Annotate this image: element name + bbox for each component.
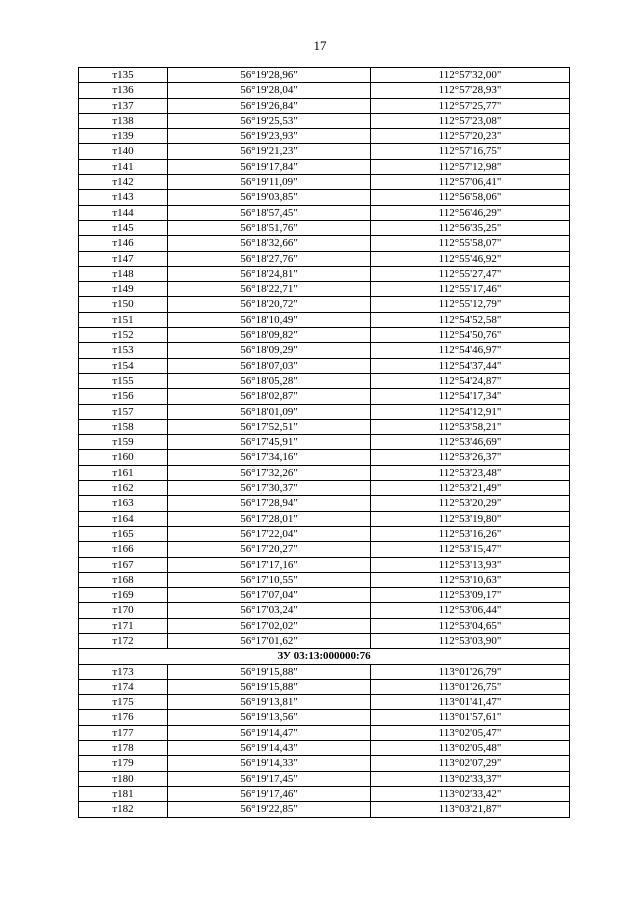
latitude-cell: 56°18'24,81" [168,266,371,281]
latitude-cell: 56°19'28,96" [168,68,371,83]
point-id-cell: т172 [79,633,168,648]
longitude-cell: 112°53'03,90" [371,633,570,648]
longitude-cell: 113°02'05,48" [371,741,570,756]
table-row [79,695,570,710]
table-row [79,756,570,771]
longitude-cell: 112°53'10,63" [371,572,570,587]
table-row [79,664,570,679]
point-id-cell: т161 [79,465,168,480]
longitude-cell: 112°53'26,37" [371,450,570,465]
point-id-cell: т171 [79,618,168,633]
point-id-cell: т143 [79,190,168,205]
longitude-cell: 112°54'12,91" [371,404,570,419]
longitude-cell: 112°53'20,29" [371,496,570,511]
latitude-cell: 56°17'02,02" [168,618,371,633]
table-row [79,220,570,235]
point-id-cell: т138 [79,113,168,128]
latitude-cell: 56°18'10,49" [168,312,371,327]
point-id-cell: т165 [79,526,168,541]
longitude-cell: 112°57'32,00" [371,68,570,83]
point-id-cell: т147 [79,251,168,266]
table-row [79,373,570,388]
longitude-cell: 113°01'41,47" [371,695,570,710]
longitude-cell: 113°03'21,87" [371,802,570,817]
table-row [79,496,570,511]
longitude-cell: 112°56'35,25" [371,220,570,235]
longitude-cell: 112°57'28,93" [371,83,570,98]
point-id-cell: т145 [79,220,168,235]
latitude-cell: 56°18'32,66" [168,236,371,251]
point-id-cell: т155 [79,373,168,388]
point-id-cell: т167 [79,557,168,572]
point-id-cell: т180 [79,771,168,786]
longitude-cell: 112°55'17,46" [371,282,570,297]
table-row [79,786,570,801]
table-row [79,312,570,327]
table-row [79,389,570,404]
longitude-cell: 112°53'23,48" [371,465,570,480]
table-row [79,190,570,205]
latitude-cell: 56°18'07,03" [168,358,371,373]
latitude-cell: 56°17'45,91" [168,435,371,450]
longitude-cell: 112°57'06,41" [371,175,570,190]
longitude-cell: 113°01'26,79" [371,664,570,679]
latitude-cell: 56°19'14,47" [168,725,371,740]
longitude-cell: 112°57'25,77" [371,98,570,113]
latitude-cell: 56°19'22,85" [168,802,371,817]
point-id-cell: т141 [79,159,168,174]
point-id-cell: т176 [79,710,168,725]
longitude-cell: 112°56'58,06" [371,190,570,205]
point-id-cell: т169 [79,588,168,603]
longitude-cell: 112°53'15,47" [371,542,570,557]
point-id-cell: т136 [79,83,168,98]
latitude-cell: 56°18'09,82" [168,328,371,343]
latitude-cell: 56°17'28,94" [168,496,371,511]
latitude-cell: 56°18'01,09" [168,404,371,419]
point-id-cell: т175 [79,695,168,710]
latitude-cell: 56°18'51,76" [168,220,371,235]
longitude-cell: 112°53'58,21" [371,419,570,434]
section-header-row [79,649,570,664]
longitude-cell: 112°54'46,97" [371,343,570,358]
table-row [79,282,570,297]
latitude-cell: 56°19'13,81" [168,695,371,710]
latitude-cell: 56°18'05,28" [168,373,371,388]
latitude-cell: 56°19'11,09" [168,175,371,190]
point-id-cell: т139 [79,129,168,144]
longitude-cell: 113°02'05,47" [371,725,570,740]
point-id-cell: т156 [79,389,168,404]
table-row [79,129,570,144]
point-id-cell: т162 [79,481,168,496]
table-row [79,266,570,281]
longitude-cell: 112°53'16,26" [371,526,570,541]
table-row [79,542,570,557]
section-title: ЗУ 03:13:000000:76 [79,649,570,664]
table-row [79,175,570,190]
latitude-cell: 56°19'13,56" [168,710,371,725]
longitude-cell: 112°54'17,34" [371,389,570,404]
longitude-cell: 112°53'46,69" [371,435,570,450]
table-row [79,404,570,419]
point-id-cell: т173 [79,664,168,679]
longitude-cell: 112°53'19,80" [371,511,570,526]
point-id-cell: т159 [79,435,168,450]
latitude-cell: 56°19'15,88" [168,664,371,679]
latitude-cell: 56°19'14,33" [168,756,371,771]
latitude-cell: 56°19'21,23" [168,144,371,159]
table-row [79,159,570,174]
latitude-cell: 56°17'03,24" [168,603,371,618]
longitude-cell: 112°55'12,79" [371,297,570,312]
latitude-cell: 56°19'25,53" [168,113,371,128]
longitude-cell: 112°57'16,75" [371,144,570,159]
latitude-cell: 56°19'17,46" [168,786,371,801]
table-row [79,465,570,480]
point-id-cell: т135 [79,68,168,83]
point-id-cell: т164 [79,511,168,526]
latitude-cell: 56°17'52,51" [168,419,371,434]
point-id-cell: т148 [79,266,168,281]
point-id-cell: т177 [79,725,168,740]
longitude-cell: 112°54'37,44" [371,358,570,373]
table-row [79,618,570,633]
point-id-cell: т137 [79,98,168,113]
table-row [79,725,570,740]
table-row [79,771,570,786]
latitude-cell: 56°18'02,87" [168,389,371,404]
longitude-cell: 112°57'12,98" [371,159,570,174]
point-id-cell: т170 [79,603,168,618]
longitude-cell: 113°01'57,61" [371,710,570,725]
longitude-cell: 112°57'20,23" [371,129,570,144]
latitude-cell: 56°19'03,85" [168,190,371,205]
longitude-cell: 112°54'24,87" [371,373,570,388]
longitude-cell: 112°54'50,76" [371,328,570,343]
longitude-cell: 113°02'07,29" [371,756,570,771]
latitude-cell: 56°17'22,04" [168,526,371,541]
table-row [79,603,570,618]
table-row [79,205,570,220]
point-id-cell: т168 [79,572,168,587]
table-row [79,679,570,694]
latitude-cell: 56°17'17,16" [168,557,371,572]
latitude-cell: 56°17'01,62" [168,633,371,648]
latitude-cell: 56°17'20,27" [168,542,371,557]
latitude-cell: 56°19'14,43" [168,741,371,756]
table-row [79,236,570,251]
table-row [79,572,570,587]
longitude-cell: 112°53'06,44" [371,603,570,618]
latitude-cell: 56°19'23,93" [168,129,371,144]
point-id-cell: т179 [79,756,168,771]
point-id-cell: т181 [79,786,168,801]
table-row [79,435,570,450]
table-row [79,83,570,98]
latitude-cell: 56°18'57,45" [168,205,371,220]
page-number: 17 [313,38,327,53]
table-row [79,741,570,756]
latitude-cell: 56°19'28,04" [168,83,371,98]
point-id-cell: т142 [79,175,168,190]
table-row [79,144,570,159]
point-id-cell: т140 [79,144,168,159]
latitude-cell: 56°17'30,37" [168,481,371,496]
longitude-cell: 112°55'27,47" [371,266,570,281]
table-row [79,710,570,725]
latitude-cell: 56°17'28,01" [168,511,371,526]
point-id-cell: т158 [79,419,168,434]
table-row [79,358,570,373]
point-id-cell: т160 [79,450,168,465]
table-row [79,481,570,496]
table-row [79,802,570,817]
latitude-cell: 56°18'20,72" [168,297,371,312]
point-id-cell: т153 [79,343,168,358]
table-row [79,588,570,603]
table-row [79,343,570,358]
point-id-cell: т178 [79,741,168,756]
table-row [79,297,570,312]
table-row [79,419,570,434]
latitude-cell: 56°18'27,76" [168,251,371,266]
longitude-cell: 113°02'33,42" [371,786,570,801]
table-row [79,98,570,113]
table-row [79,633,570,648]
point-id-cell: т151 [79,312,168,327]
point-id-cell: т146 [79,236,168,251]
point-id-cell: т182 [79,802,168,817]
latitude-cell: 56°17'34,16" [168,450,371,465]
table-row [79,113,570,128]
longitude-cell: 112°53'13,93" [371,557,570,572]
table-row [79,328,570,343]
coordinates-table [78,67,570,818]
point-id-cell: т152 [79,328,168,343]
longitude-cell: 112°56'46,29" [371,205,570,220]
latitude-cell: 56°17'10,55" [168,572,371,587]
longitude-cell: 112°55'46,92" [371,251,570,266]
table-row [79,526,570,541]
latitude-cell: 56°19'17,84" [168,159,371,174]
point-id-cell: т144 [79,205,168,220]
latitude-cell: 56°18'09,29" [168,343,371,358]
longitude-cell: 112°53'04,65" [371,618,570,633]
longitude-cell: 112°55'58,07" [371,236,570,251]
point-id-cell: т149 [79,282,168,297]
point-id-cell: т174 [79,679,168,694]
table-row [79,68,570,83]
longitude-cell: 113°01'26,75" [371,679,570,694]
table-row [79,557,570,572]
latitude-cell: 56°19'26,84" [168,98,371,113]
table-row [79,511,570,526]
coordinates-table-body [79,68,570,818]
table-row [79,450,570,465]
point-id-cell: т157 [79,404,168,419]
longitude-cell: 112°53'09,17" [371,588,570,603]
latitude-cell: 56°17'07,04" [168,588,371,603]
latitude-cell: 56°19'17,45" [168,771,371,786]
point-id-cell: т150 [79,297,168,312]
point-id-cell: т154 [79,358,168,373]
longitude-cell: 112°53'21,49" [371,481,570,496]
point-id-cell: т166 [79,542,168,557]
longitude-cell: 113°02'33,37" [371,771,570,786]
point-id-cell: т163 [79,496,168,511]
latitude-cell: 56°19'15,88" [168,679,371,694]
latitude-cell: 56°17'32,26" [168,465,371,480]
table-row [79,251,570,266]
longitude-cell: 112°54'52,58" [371,312,570,327]
longitude-cell: 112°57'23,08" [371,113,570,128]
latitude-cell: 56°18'22,71" [168,282,371,297]
